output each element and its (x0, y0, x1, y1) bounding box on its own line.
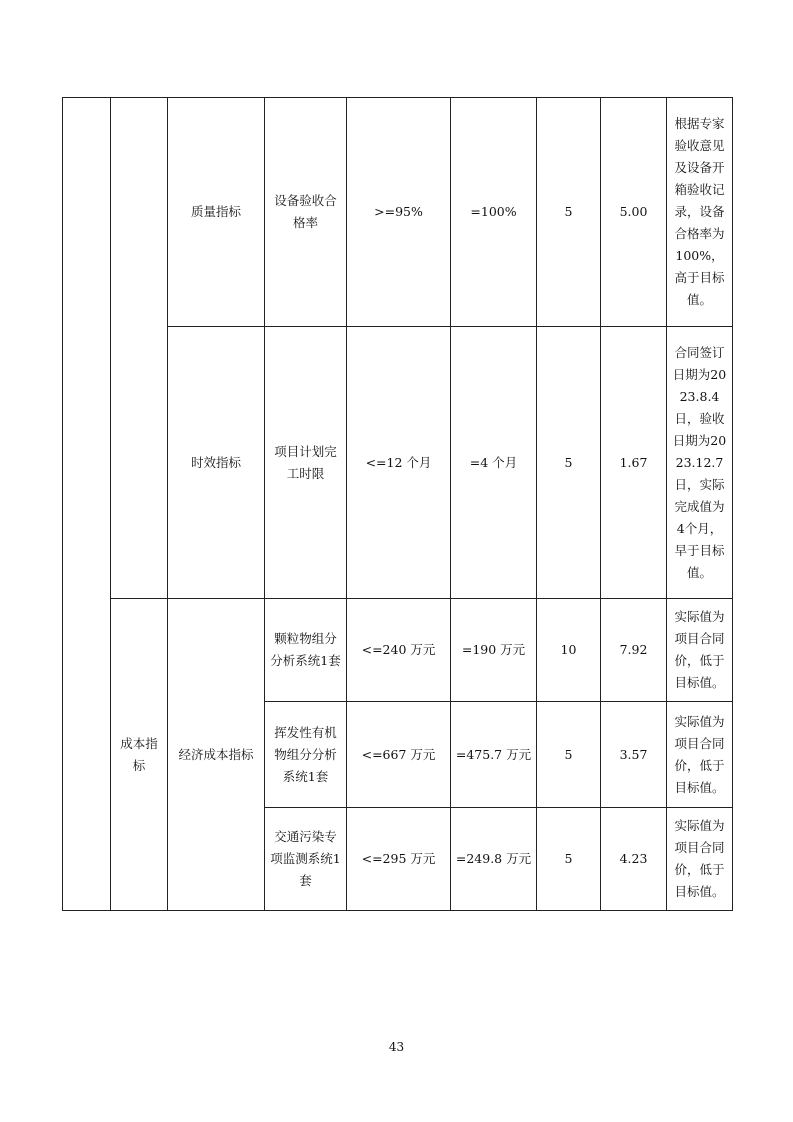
target-value-cell: <=667 万元 (347, 702, 451, 808)
level2-indicator-cell: 时效指标 (168, 327, 265, 599)
weight-cell: 5 (537, 98, 601, 327)
actual-value-cell: =100% (451, 98, 537, 327)
actual-value-cell: =4 个月 (451, 327, 537, 599)
weight-cell: 5 (537, 702, 601, 808)
score-cell: 4.23 (601, 808, 667, 911)
table-row (63, 98, 733, 327)
performance-indicator-table (62, 97, 733, 911)
target-value-cell: <=240 万元 (347, 599, 451, 702)
score-cell: 1.67 (601, 327, 667, 599)
level2-indicator-cell: 经济成本指标 (168, 599, 265, 911)
level3-indicator-cell: 设备验收合格率 (265, 98, 347, 327)
score-cell: 3.57 (601, 702, 667, 808)
target-value-cell: <=295 万元 (347, 808, 451, 911)
actual-value-cell: =190 万元 (451, 599, 537, 702)
level1-indicator-cell (111, 98, 168, 599)
weight-cell: 5 (537, 808, 601, 911)
level2-indicator-cell: 质量指标 (168, 98, 265, 327)
weight-cell: 10 (537, 599, 601, 702)
deviation-note-cell: 根据专家验收意见及设备开箱验收记录，设备合格率为100%，高于目标值。 (667, 98, 733, 327)
level1-indicator-cell: 成本指标 (111, 599, 168, 911)
deviation-note-cell: 实际值为项目合同价，低于目标值。 (667, 599, 733, 702)
level3-indicator-cell: 交通污染专项监测系统1套 (265, 808, 347, 911)
target-value-cell: >=95% (347, 98, 451, 327)
deviation-note-cell: 实际值为项目合同价，低于目标值。 (667, 808, 733, 911)
target-value-cell: <=12 个月 (347, 327, 451, 599)
level3-indicator-cell: 项目计划完工时限 (265, 327, 347, 599)
page-number: 43 (388, 1040, 405, 1054)
actual-value-cell: =249.8 万元 (451, 808, 537, 911)
weight-cell: 5 (537, 327, 601, 599)
deviation-note-cell: 合同签订日期为2023.8.4日，验收日期为2023.12.7日，实际完成值为4个月，早于目标值。 (667, 327, 733, 599)
table-row (63, 599, 733, 702)
score-cell: 7.92 (601, 599, 667, 702)
deviation-note-cell: 实际值为项目合同价，低于目标值。 (667, 702, 733, 808)
level3-indicator-cell: 挥发性有机物组分分析系统1套 (265, 702, 347, 808)
score-cell: 5.00 (601, 98, 667, 327)
actual-value-cell: =475.7 万元 (451, 702, 537, 808)
level3-indicator-cell: 颗粒物组分分析系统1套 (265, 599, 347, 702)
level1-category-cell (63, 98, 111, 911)
